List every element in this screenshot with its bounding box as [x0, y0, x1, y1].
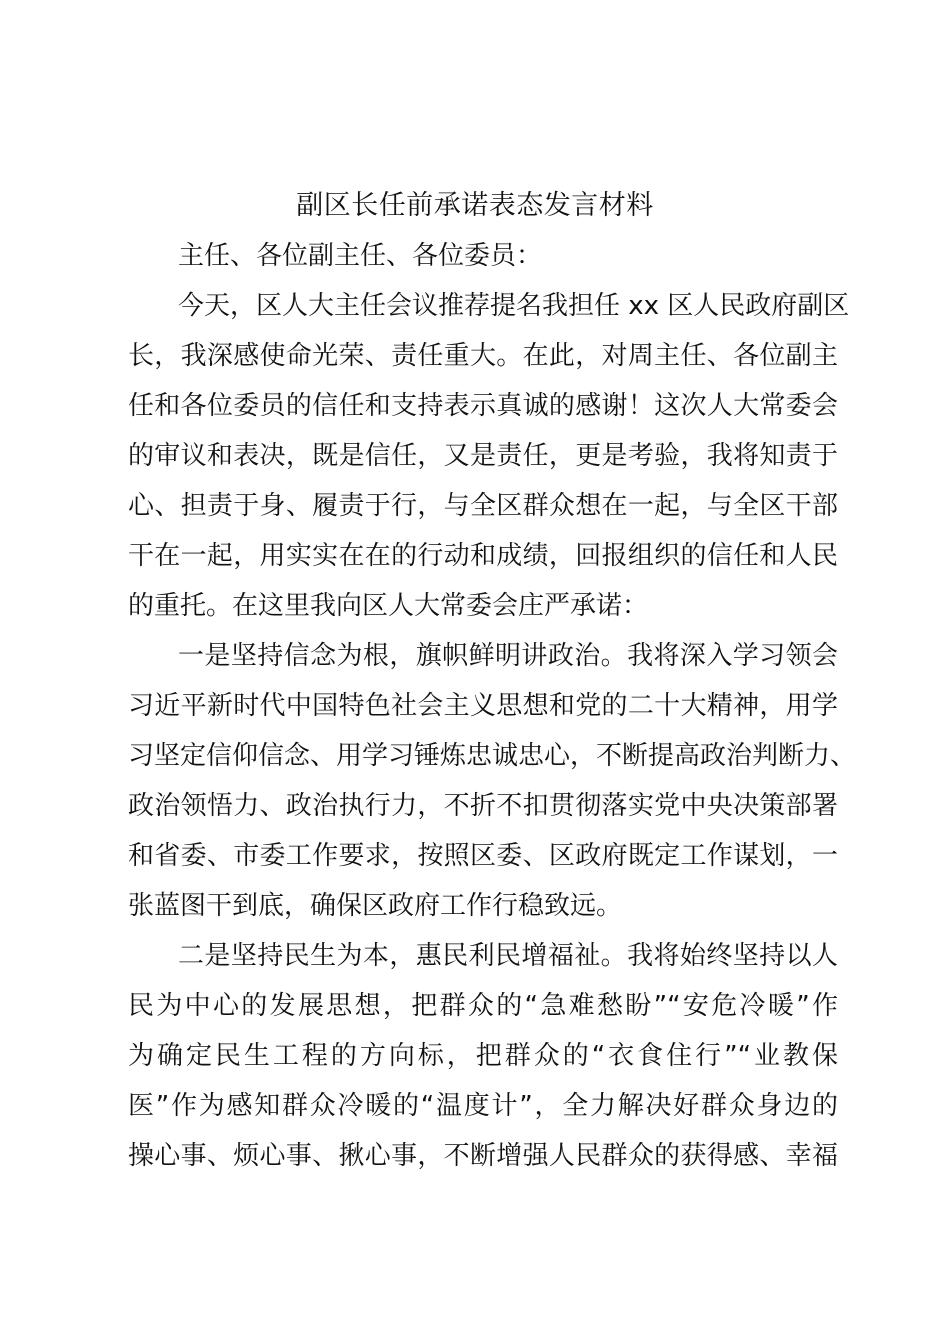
paragraph-line: 习坚定信仰信念、用学习锤炼忠诚忠心，不断提高政治判断力、 [128, 741, 857, 771]
paragraph-line: 干在一起，用实实在在的行动和成绩，回报组织的信任和人民 [128, 541, 838, 571]
document-title: 副区长任前承诺表态发言材料 [296, 190, 654, 221]
paragraph-line: 为确定民生工程的方向标，把群众的“衣食住行”“业教保 [128, 1041, 838, 1071]
paragraph-line: 政治领悟力、政治执行力，不折不扣贯彻落实党中央决策部署 [128, 791, 838, 821]
paragraph-line: 民为中心的发展思想，把群众的“急难愁盼”“安危冷暖”作 [128, 991, 838, 1021]
paragraph-line: 长，我深感使命光荣、责任重大。在此，对周主任、各位副主 [128, 341, 838, 371]
paragraph-line: 医”作为感知群众冷暖的“温度计”，全力解决好群众身边的 [128, 1091, 838, 1121]
paragraph-line: 的审议和表决，既是信任，又是责任，更是考验，我将知责于 [128, 441, 838, 471]
paragraph-line: 习近平新时代中国特色社会主义思想和党的二十大精神，用学 [128, 691, 838, 721]
paragraph-line: 心、担责于身、履责于行，与全区群众想在一起，与全区干部 [128, 491, 838, 521]
paragraph-line: 任和各位委员的信任和支持表示真诚的感谢！这次人大常委会 [128, 391, 838, 421]
paragraph-line: 今天，区人大主任会议推荐提名我担任 xx 区人民政府副区 [178, 291, 850, 321]
paragraph-line: 和省委、市委工作要求，按照区委、区政府既定工作谋划，一 [128, 841, 838, 871]
paragraph-line: 二是坚持民生为本，惠民利民增福祉。我将始终坚持以人 [178, 941, 838, 971]
paragraph-line: 的重托。在这里我向区人大常委会庄严承诺： [128, 591, 649, 621]
paragraph-line: 一是坚持信念为根，旗帜鲜明讲政治。我将深入学习领会 [178, 641, 838, 671]
paragraph-line: 张蓝图干到底，确保区政府工作行稳致远。 [128, 891, 623, 921]
paragraph-line: 操心事、烦心事、揪心事，不断增强人民群众的获得感、幸福 [128, 1141, 838, 1171]
salutation-line: 主任、各位副主任、各位委员： [178, 241, 543, 271]
